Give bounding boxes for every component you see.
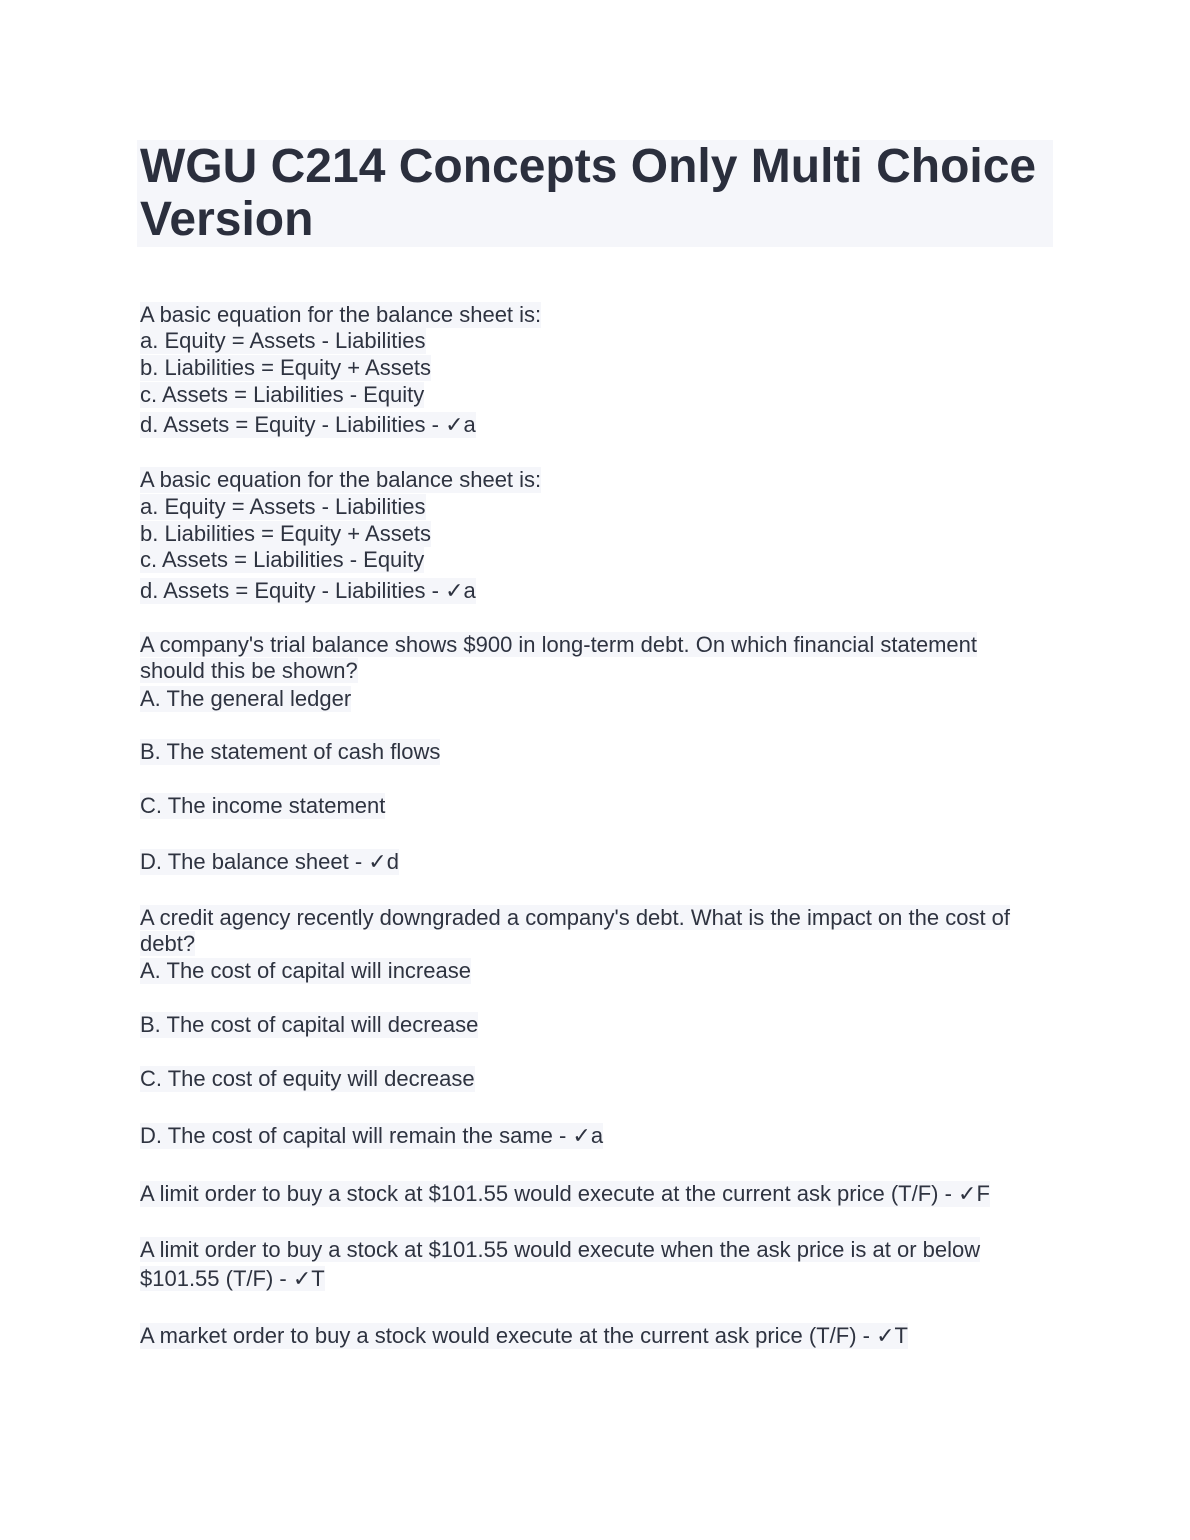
question-1-option-d: d. Assets = Equity - Liabilities - ✓a [140, 412, 476, 437]
question-2-option-a: a. Equity = Assets - Liabilities [140, 494, 426, 519]
question-2-option-c: c. Assets = Liabilities - Equity [140, 547, 425, 572]
title-block [137, 140, 1053, 247]
question-3-prompt-text: A company's trial balance shows $900 in long-term debt. On which financial statement should this be shown? [140, 632, 977, 683]
question-4-option-c: C. The cost of equity will decrease [140, 1066, 475, 1091]
question-7-statement: A market order to buy a stock would execute at the current ask price (T/F) - ✓T [140, 1323, 908, 1348]
question-6-statement-text: A limit order to buy a stock at $101.55 would execute when the ask price is at or below $101.55 (T/F) - ✓T [140, 1237, 981, 1291]
question-1-option-c: c. Assets = Liabilities - Equity [140, 382, 425, 407]
question-5-statement: A limit order to buy a stock at $101.55 would execute at the current ask price (T/F) - ✓F [140, 1181, 990, 1206]
question-1-option-b: b. Liabilities = Equity + Assets [140, 355, 432, 380]
question-3-prompt [140, 632, 1040, 684]
question-4-option-a: A. The cost of capital will increase [140, 958, 471, 983]
document-title: WGU C214 Concepts Only Multi Choice Version [140, 140, 1037, 246]
question-2-prompt: A basic equation for the balance sheet is: [140, 467, 542, 492]
question-4-prompt-text: A credit agency recently downgraded a company's debt. What is the impact on the cost of debt? [140, 905, 1011, 956]
question-3-option-d: D. The balance sheet - ✓d [140, 849, 399, 874]
question-6-statement [140, 1235, 1040, 1293]
question-3-option-b: B. The statement of cash flows [140, 739, 441, 764]
question-1-option-a: a. Equity = Assets - Liabilities [140, 328, 426, 353]
question-3-option-a: A. The general ledger [140, 686, 352, 711]
question-4-prompt [140, 905, 1040, 957]
question-4-option-d: D. The cost of capital will remain the same - ✓a [140, 1123, 604, 1148]
question-3-option-c: C. The income statement [140, 793, 386, 818]
question-2-option-b: b. Liabilities = Equity + Assets [140, 521, 432, 546]
question-4-option-b: B. The cost of capital will decrease [140, 1012, 479, 1037]
question-2-option-d: d. Assets = Equity - Liabilities - ✓a [140, 578, 476, 603]
question-1-prompt: A basic equation for the balance sheet is: [140, 302, 542, 327]
